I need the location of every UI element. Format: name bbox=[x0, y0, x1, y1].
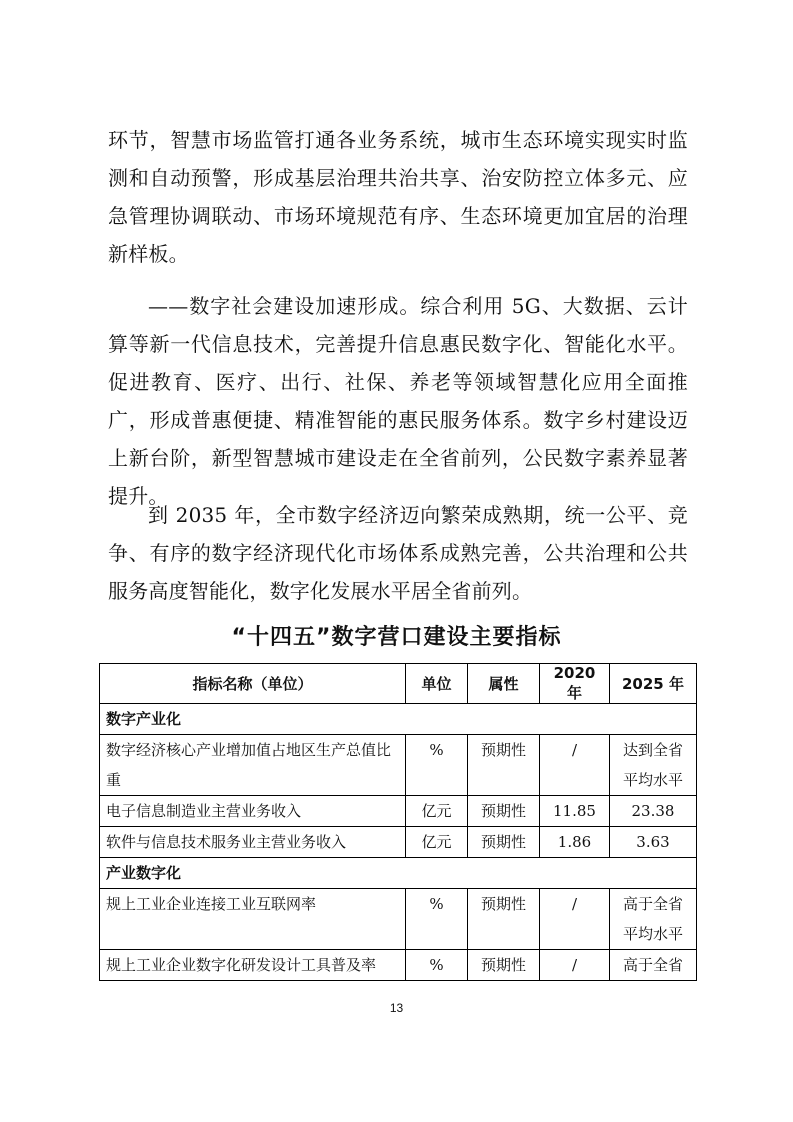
attribute-cell: 预期性 bbox=[468, 827, 540, 858]
attribute-cell: 预期性 bbox=[468, 950, 540, 981]
table-row bbox=[100, 827, 697, 858]
value-2020-cell: / bbox=[540, 735, 610, 796]
unit-cell: % bbox=[406, 735, 468, 796]
table-title: “十四五”数字营口建设主要指标 bbox=[231, 625, 562, 650]
page-number: 13 bbox=[389, 1001, 404, 1015]
value-2025-cell: 23.38 bbox=[610, 796, 697, 827]
indicator-name-cell: 电子信息制造业主营业务收入 bbox=[100, 796, 406, 827]
attribute-cell: 预期性 bbox=[468, 796, 540, 827]
header-indicator-name: 指标名称（单位） bbox=[100, 664, 406, 704]
attribute-cell: 预期性 bbox=[468, 735, 540, 796]
indicator-name-cell: 数字经济核心产业增加值占地区生产总值比重 bbox=[100, 735, 406, 796]
indicator-name-cell: 软件与信息技术服务业主营业务收入 bbox=[100, 827, 406, 858]
value-2020-cell: / bbox=[540, 889, 610, 950]
unit-cell: % bbox=[406, 950, 468, 981]
paragraph-2035-goal: 到 2035 年，全市数字经济迈向繁荣成熟期，统一公平、竞争、有序的数字经济现代化市场体系成熟完善，公共治理和公共服务高度智能化，数字化发展水平居全省前列。 bbox=[108, 503, 688, 603]
paragraph-digital-society: ——数字社会建设加速形成。综合利用 5G、大数据、云计算等新一代信息技术，完善提升信息惠民数字化、智能化水平。促进教育、医疗、出行、社保、养老等领域智慧化应用全面推广，形成普惠便捷、精准智能的惠民服务体系。数字乡村建设迈上新台阶，新型智慧城市建设走在全省前列，公民数字素养显著提升。 bbox=[108, 294, 688, 508]
indicator-name-cell: 规上工业企业连接工业互联网率 bbox=[100, 889, 406, 950]
attribute-cell: 预期性 bbox=[468, 889, 540, 950]
table-header-row bbox=[100, 664, 697, 704]
value-2025-cell: 达到全省平均水平 bbox=[610, 735, 697, 796]
indicator-table bbox=[99, 663, 697, 981]
unit-cell: 亿元 bbox=[406, 827, 468, 858]
section-row bbox=[100, 858, 697, 889]
unit-cell: % bbox=[406, 889, 468, 950]
section-row bbox=[100, 704, 697, 735]
header-attribute: 属性 bbox=[468, 664, 540, 704]
value-2025-cell: 高于全省平均水平 bbox=[610, 889, 697, 950]
value-2025-cell: 3.63 bbox=[610, 827, 697, 858]
value-2025-cell: 高于全省 bbox=[610, 950, 697, 981]
value-2020-cell: / bbox=[540, 950, 610, 981]
section-digital-industrialization: 数字产业化 bbox=[100, 704, 697, 735]
value-2020-cell: 11.85 bbox=[540, 796, 610, 827]
header-unit: 单位 bbox=[406, 664, 468, 704]
section-industrial-digitalization: 产业数字化 bbox=[100, 858, 697, 889]
header-2025: 2025 年 bbox=[610, 664, 697, 704]
table-row bbox=[100, 796, 697, 827]
paragraph-governance: 环节，智慧市场监管打通各业务系统，城市生态环境实现实时监测和自动预警，形成基层治理共治共享、治安防控立体多元、应急管理协调联动、市场环境规范有序、生态环境更加宜居的治理新样板。 bbox=[108, 128, 688, 266]
header-2020: 2020 年 bbox=[540, 664, 610, 704]
value-2020-cell: 1.86 bbox=[540, 827, 610, 858]
table-row bbox=[100, 950, 697, 981]
table-row bbox=[100, 735, 697, 796]
table-row bbox=[100, 889, 697, 950]
unit-cell: 亿元 bbox=[406, 796, 468, 827]
indicator-name-cell: 规上工业企业数字化研发设计工具普及率 bbox=[100, 950, 406, 981]
